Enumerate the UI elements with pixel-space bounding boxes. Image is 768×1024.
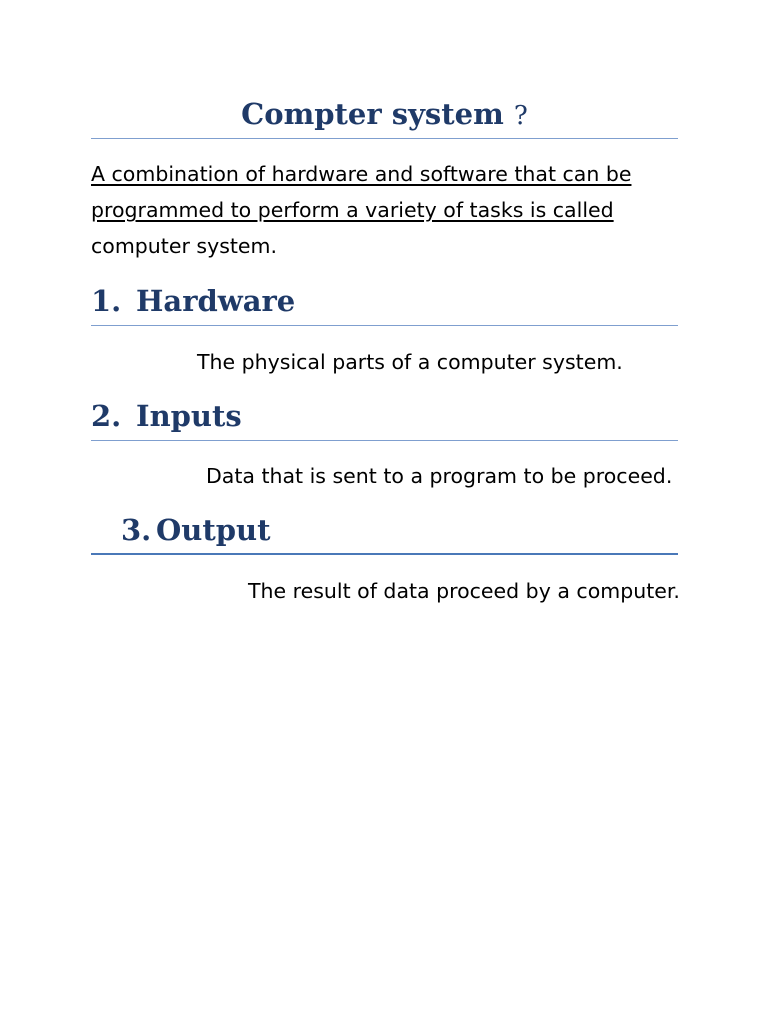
section-divider: [91, 325, 678, 326]
section-heading-inputs: [91, 396, 242, 436]
intro-line-1: A combination of hardware and software that can be: [91, 162, 632, 186]
intro-line-2: programmed to perform a variety of tasks is called: [91, 198, 614, 222]
section-heading-hardware: [91, 281, 295, 321]
section-description-inputs: Data that is sent to a program to be proceed.: [206, 464, 673, 488]
section-number: 1.: [91, 284, 122, 318]
section-description-hardware: The physical parts of a computer system.: [197, 350, 623, 374]
section-number: 2.: [91, 399, 122, 433]
section-divider: [91, 440, 678, 441]
section-title: Inputs: [136, 399, 242, 433]
section-title: Output: [156, 513, 271, 547]
title-divider: [91, 138, 678, 139]
page-title: [91, 94, 678, 136]
section-title: Hardware: [136, 284, 296, 318]
section-heading-output: [121, 510, 271, 550]
section-divider: [91, 553, 678, 555]
section-number: 3.: [121, 513, 152, 547]
title-text: Compter system: [241, 97, 504, 131]
intro-paragraph: [91, 156, 681, 264]
title-question-mark: ?: [513, 101, 528, 131]
section-description-output: The result of data proceed by a computer.: [248, 579, 680, 603]
intro-line-3: computer system.: [91, 234, 278, 258]
